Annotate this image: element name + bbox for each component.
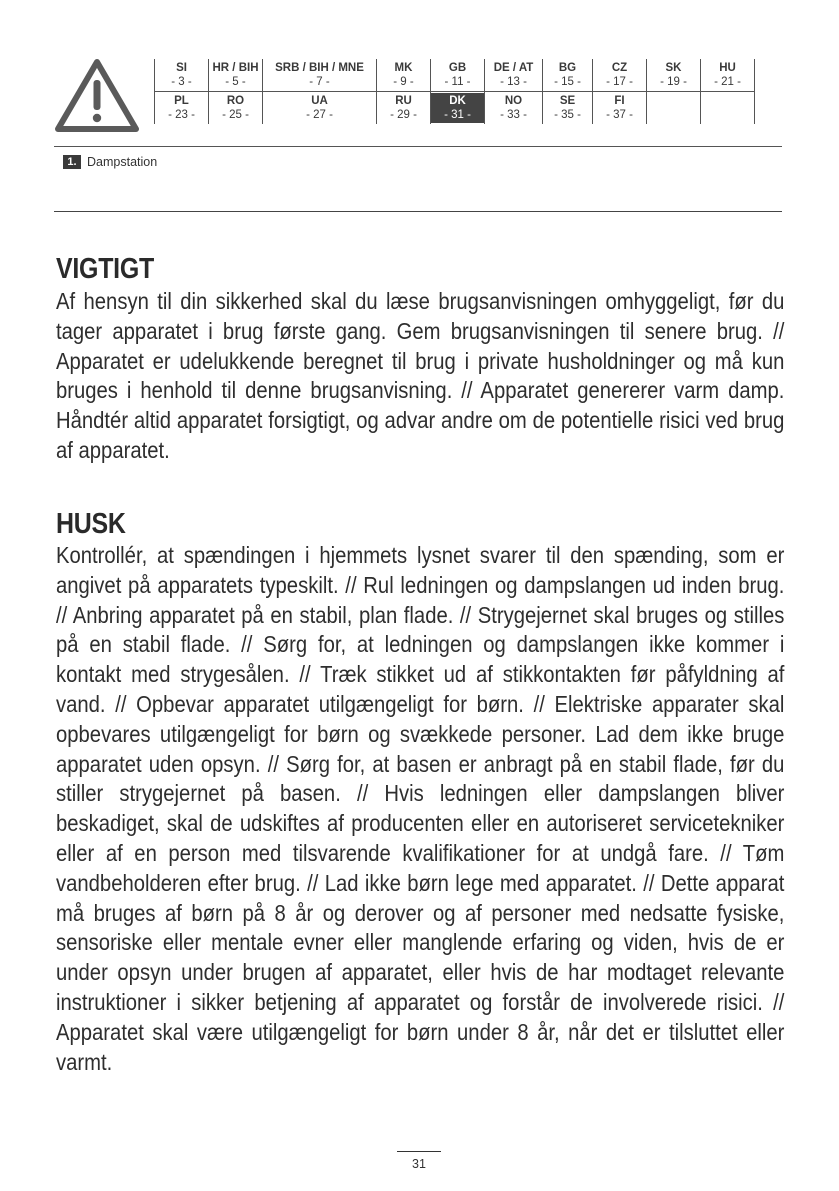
footer-rule — [397, 1151, 441, 1152]
figure-number: 1. — [63, 155, 81, 169]
language-code: NO — [504, 95, 523, 107]
language-page-ref: - 9 - — [393, 76, 414, 88]
language-code: FI — [614, 95, 625, 107]
language-cell — [647, 92, 701, 125]
top-rule — [54, 146, 782, 147]
heading-husk: HUSK — [56, 508, 126, 540]
language-cell — [431, 92, 485, 125]
language-page-ref: - 33 - — [500, 109, 527, 121]
language-code: MK — [394, 62, 413, 74]
language-code: PL — [174, 95, 189, 107]
language-page-ref: - 27 - — [306, 109, 333, 121]
heading-vigtigt: VIGTIGT — [56, 253, 154, 285]
language-code: SI — [176, 62, 187, 74]
language-code: HU — [719, 62, 736, 74]
language-cell — [701, 59, 755, 92]
language-cell — [155, 59, 209, 92]
language-cell — [701, 92, 755, 125]
language-code: RU — [395, 95, 412, 107]
language-page-ref: - 7 - — [309, 76, 330, 88]
warning-triangle-icon — [54, 56, 140, 134]
language-cell — [377, 59, 431, 92]
language-page-ref: - 3 - — [171, 76, 192, 88]
language-page-ref: - 21 - — [714, 76, 741, 88]
language-page-ref: - 5 - — [225, 76, 246, 88]
language-cell — [593, 92, 647, 125]
language-cell — [543, 92, 593, 125]
language-code: CZ — [611, 62, 628, 74]
language-cell — [485, 59, 543, 92]
language-code: BG — [558, 62, 577, 74]
language-page-ref: - 35 - — [554, 109, 581, 121]
language-code: UA — [311, 95, 328, 107]
language-page-ref: - 37 - — [606, 109, 633, 121]
language-index-table — [154, 59, 755, 124]
language-code: SRB / BIH / MNE — [275, 62, 364, 74]
language-cell — [263, 59, 377, 92]
language-row — [155, 92, 755, 125]
paragraph-vigtigt: Af hensyn til din sikkerhed skal du læse brugsanvisningen omhyggeligt, før du tager apparatet i brug første gang. Gem brugsanvisningen til senere brug. // Apparatet er udelukkende beregnet til brug i private husholdninger og må kun bruges i henhold til denne brugsanvisning. // Apparatet genererer varm damp. Håndtér altid apparatet forsigtigt, og advar andre om de potentielle risici ved brug af apparatet. — [56, 288, 785, 463]
language-page-ref: - 11 - — [444, 76, 471, 88]
language-page-ref: - 25 - — [222, 109, 249, 121]
page-number: 31 — [412, 1157, 426, 1171]
language-page-ref: - 23 - — [168, 109, 195, 121]
language-code: GB — [448, 62, 467, 74]
language-page-ref: - 13 - — [500, 76, 527, 88]
language-code: SE — [559, 95, 576, 107]
language-cell — [209, 59, 263, 92]
language-page-ref: - 17 - — [606, 76, 633, 88]
figure-label — [63, 155, 157, 169]
language-cell — [155, 92, 209, 125]
language-code: DK — [449, 95, 466, 107]
language-cell — [543, 59, 593, 92]
language-row — [155, 59, 755, 92]
language-cell — [431, 59, 485, 92]
language-page-ref: - 29 - — [390, 109, 417, 121]
figure-caption: Dampstation — [87, 155, 158, 169]
language-cell — [263, 92, 377, 125]
language-code: SK — [665, 62, 682, 74]
paragraph-husk: Kontrollér, at spændingen i hjemmets lysnet svarer til den spænding, som er angivet på apparatets typeskilt. // Rul ledningen og dampslangen ud inden brug. // Anbring apparatet på en stabil, plan flade. // Strygejernet skal bruges og stilles på en stabil flade. // Sørg for, at ledningen og dampslangen ikke kommer i kontakt med strygesålen. // Træk stikket ud af stikkontakten før påfyldning af vand. // Opbevar apparatet utilgængeligt for børn. // Elektriske apparater skal opbevares utilgængeligt for børn og svækkede personer. Lad dem ikke bruge apparatet uden opsyn. // Sørg for, at basen er anbragt på en stabil flade, før du stiller strygejernet på basen. // Hvis ledningen eller dampslangen bliver beskadiget, skal de udskiftes af producenten eller en autoriseret servicetekniker eller af en person med tilsvarende kvalifikationer for at undgå fare. // Tøm vandbeholderen efter brug. // Lad ikke børn lege med apparatet. // Dette apparat må bruges af børn på 8 år og derover og af personer med nedsatte fysiske, sensoriske eller mentale evner eller manglende erfaring og viden, hvis de er under opsyn under brugen af apparatet, eller hvis de har modtaget relevante instruktioner i sikker betjening af apparatet og forstår de involverede risici. // Apparatet skal være utilgængeligt for børn under 8 år, når det er tilsluttet eller varmt. — [56, 542, 785, 1075]
language-cell — [209, 92, 263, 125]
language-cell — [593, 59, 647, 92]
language-cell — [647, 59, 701, 92]
language-cell — [377, 92, 431, 125]
language-cell — [485, 92, 543, 125]
language-page-ref: - 15 - — [554, 76, 581, 88]
language-page-ref: - 19 - — [660, 76, 687, 88]
language-code: RO — [226, 95, 245, 107]
language-code: DE / AT — [493, 62, 534, 74]
language-code: HR / BIH — [212, 62, 259, 74]
section-rule — [54, 211, 782, 212]
language-page-ref: - 31 - — [444, 109, 471, 121]
